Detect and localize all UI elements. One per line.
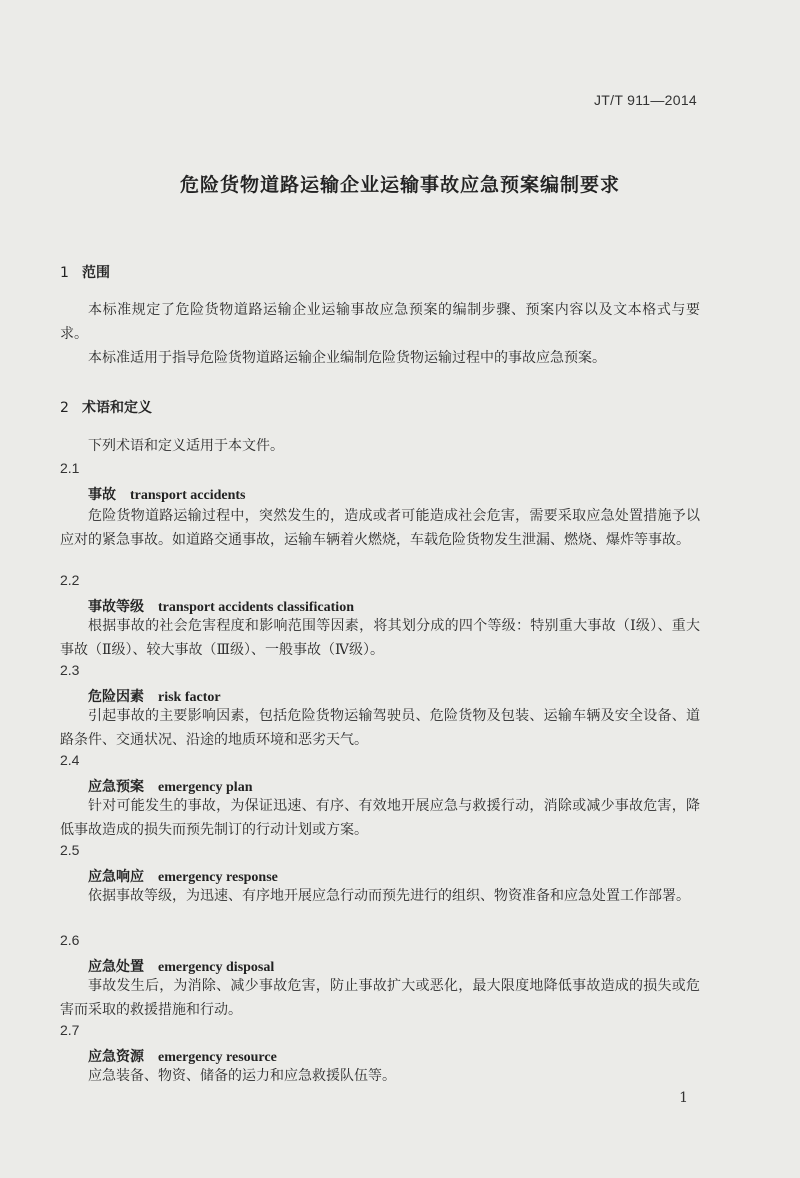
term-definition: 引起事故的主要影响因素，包括危险货物运输驾驶员、危险货物及包装、运输车辆及安全设备、道路条件、交通状况、沿途的地质环境和恶劣天气。	[60, 708, 700, 748]
section-number: 1	[60, 265, 69, 281]
term-definition: 针对可能发生的事故，为保证迅速、有序、有效地开展应急与救援行动，消除或减少事故危害，降低事故造成的损失而预先制订的行动计划或方案。	[60, 798, 700, 838]
term-zh: 事故等级	[88, 599, 144, 615]
term-definition: 应急装备、物资、储备的运力和应急救援队伍等。	[88, 1068, 396, 1084]
term-zh: 危险因素	[88, 689, 144, 705]
term-definition: 事故发生后，为消除、减少事故危害，防止事故扩大或恶化，最大限度地降低事故造成的损失或危害而采取的救援措施和行动。	[60, 978, 700, 1018]
term-en: transport accidents classification	[158, 600, 354, 615]
clause-number: 2.7	[60, 1022, 80, 1038]
term-zh: 应急响应	[88, 869, 144, 885]
term-heading	[88, 866, 278, 886]
term-zh: 应急预案	[88, 779, 144, 795]
section-1-paragraph-2: 本标准适用于指导危险货物道路运输企业编制危险货物运输过程中的事故应急预案。	[88, 350, 606, 366]
term-heading	[88, 1046, 277, 1066]
term-en: transport accidents	[130, 488, 246, 503]
section-2-heading	[60, 397, 152, 417]
section-1-paragraph-1: 本标准规定了危险货物道路运输企业运输事故应急预案的编制步骤、预案内容以及文本格式与要求。	[60, 302, 700, 342]
term-heading	[88, 686, 221, 706]
term-en: emergency disposal	[158, 960, 275, 975]
section-title: 术语和定义	[82, 400, 152, 416]
term-en: emergency response	[158, 870, 278, 885]
term-definition: 根据事故的社会危害程度和影响范围等因素，将其划分成的四个等级：特别重大事故（Ⅰ级）、重大事故（Ⅱ级）、较大事故（Ⅲ级）、一般事故（Ⅳ级）。	[60, 618, 700, 658]
term-en: emergency resource	[158, 1050, 277, 1065]
page-number: 1	[679, 1090, 688, 1106]
clause-number: 2.1	[60, 460, 80, 476]
term-heading	[88, 776, 252, 796]
term-heading	[88, 596, 354, 616]
clause-number: 2.3	[60, 662, 80, 678]
term-definition: 依据事故等级，为迅速、有序地开展应急行动而预先进行的组织、物资准备和应急处置工作部署。	[88, 888, 690, 904]
section-title: 范围	[82, 265, 110, 281]
document-title: 危险货物道路运输企业运输事故应急预案编制要求	[179, 174, 620, 196]
term-heading	[88, 956, 274, 976]
clause-number: 2.2	[60, 572, 80, 588]
term-zh: 应急资源	[88, 1049, 144, 1065]
term-en: risk factor	[158, 690, 221, 705]
section-1-heading	[60, 262, 110, 282]
term-zh: 事故	[88, 487, 116, 503]
clause-number: 2.6	[60, 932, 80, 948]
section-2-intro: 下列术语和定义适用于本文件。	[88, 438, 284, 454]
clause-number: 2.4	[60, 752, 80, 768]
clause-number: 2.5	[60, 842, 80, 858]
term-zh: 应急处置	[88, 959, 144, 975]
term-heading	[88, 484, 246, 504]
term-definition: 危险货物道路运输过程中，突然发生的，造成或者可能造成社会危害，需要采取应急处置措施予以应对的紧急事故。如道路交通事故，运输车辆着火燃烧，车载危险货物发生泄漏、燃烧、爆炸等事故。	[60, 508, 700, 548]
section-number: 2	[60, 400, 69, 416]
term-en: emergency plan	[158, 780, 253, 795]
standard-code: JT/T 911—2014	[594, 92, 697, 108]
